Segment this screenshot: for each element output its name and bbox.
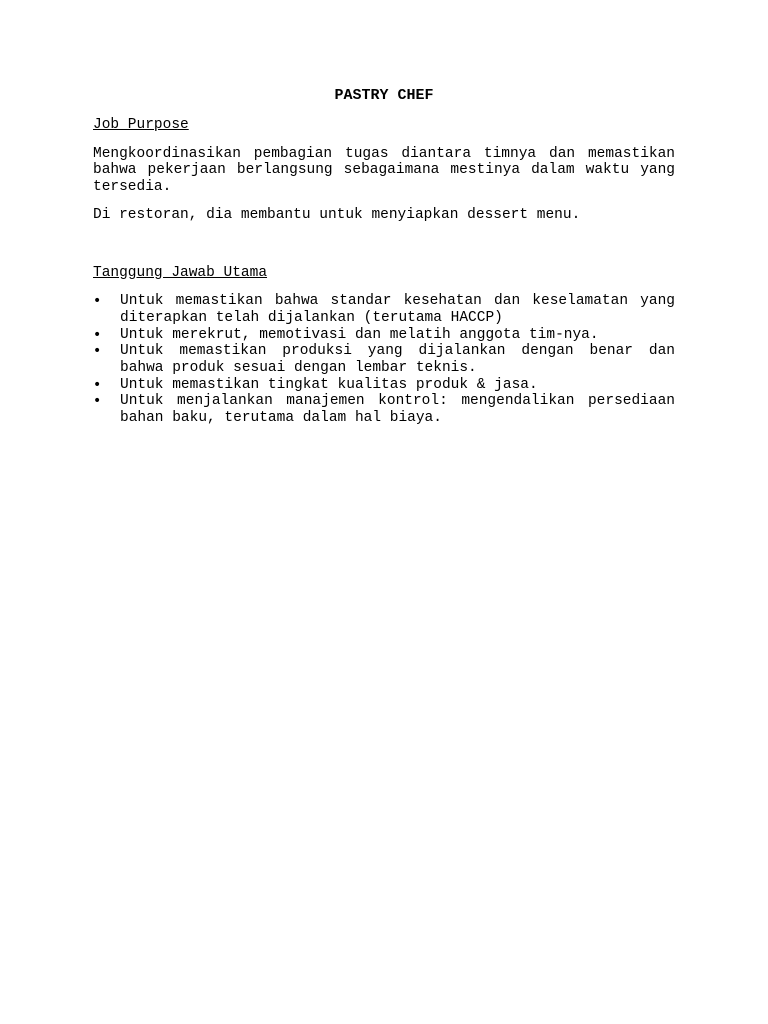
document-title: PASTRY CHEF [334, 87, 434, 104]
responsibilities-heading: Tanggung Jawab Utama [93, 264, 268, 281]
bullet-icon: • [93, 343, 102, 360]
list-item-text: Untuk merekrut, memotivasi dan melatih anggota tim-nya. [120, 326, 599, 343]
job-purpose-paragraph-2: Di restoran, dia membantu untuk menyiapkan dessert menu. [93, 206, 581, 223]
list-item [93, 293, 675, 326]
list-item [93, 377, 675, 394]
list-item-text: Untuk memastikan produksi yang dijalankan dengan benar dan bahwa produk sesuai dengan lembar teknis. [120, 343, 675, 377]
list-item [93, 327, 675, 344]
section-spacer [93, 224, 675, 265]
bullet-icon: • [93, 293, 102, 310]
list-item-text: Untuk memastikan bahwa standar kesehatan dan keselamatan yang diterapkan telah dijalankan (terutama HACCP) [120, 293, 675, 326]
list-item-text: Untuk memastikan tingkat kualitas produk & jasa. [120, 376, 538, 393]
responsibilities-list [93, 293, 675, 427]
bullet-icon: • [93, 376, 102, 393]
list-item-text: Untuk menjalankan manajemen kontrol: mengendalikan persediaan bahan baku, terutama dalam hal biaya. [120, 393, 675, 427]
job-purpose-paragraph-1: Mengkoordinasikan pembagian tugas diantara timnya dan memastikan bahwa pekerjaan berlangsung sebagaimana mestinya dalam waktu yang tersedia. [93, 145, 675, 196]
bullet-icon: • [93, 326, 102, 343]
list-item [93, 343, 675, 376]
document-content [93, 87, 675, 427]
bullet-icon: • [93, 393, 102, 410]
job-purpose-heading: Job Purpose [93, 117, 189, 133]
list-item [93, 393, 675, 426]
